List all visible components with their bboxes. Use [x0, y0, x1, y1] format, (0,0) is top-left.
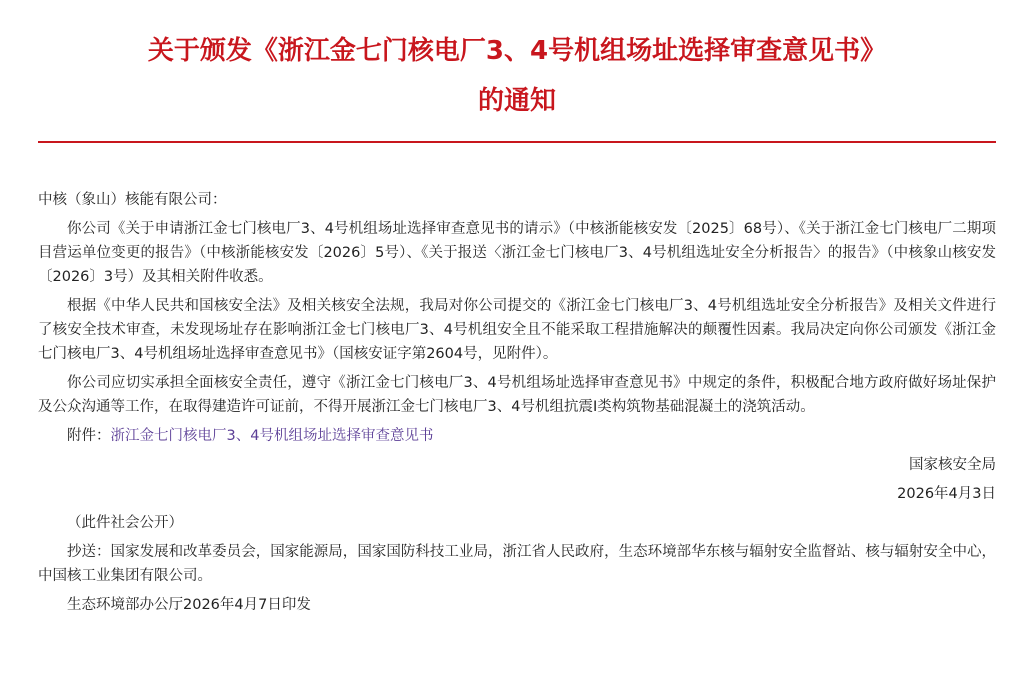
- signature-date: 2026年4月3日: [897, 486, 996, 502]
- recipient: 中核（象山）核能有限公司：: [38, 192, 227, 208]
- title-divider: [38, 141, 996, 143]
- paragraph-3: 你公司应切实承担全面核安全责任，遵守《浙江金七门核电厂3、4号机组场址选择审查意见书》中规定的条件，积极配合地方政府做好场址保护及公众沟通等工作，在取得建造许可证前，不得开展浙江金七门核电厂3、4号机组抗震I类构筑物基础混凝土的浇筑活动。: [38, 375, 996, 415]
- print-note: 生态环境部办公厅2026年4月7日印发: [67, 597, 311, 613]
- signature-org: 国家核安全局: [909, 457, 996, 473]
- attachment-link[interactable]: 浙江金七门核电厂3、4号机组场址选择审查意见书: [110, 428, 434, 444]
- attachment-line: [38, 424, 996, 448]
- cc-list: 抄送：国家发展和改革委员会，国家能源局，国家国防科技工业局，浙江省人民政府，生态环境部华东核与辐射安全监督站、核与辐射安全中心，中国核工业集团有限公司。: [38, 544, 996, 584]
- paragraph-1: 你公司《关于申请浙江金七门核电厂3、4号机组场址选择审查意见书的请示》（中核浙能核安发〔2025〕68号）、《关于浙江金七门核电厂二期项目营运单位变更的报告》（中核浙能核安发〔2026〕5号）、《关于报送〈浙江金七门核电厂3、4号机组选址安全分析报告〉的报告》（中核象山核安发〔2026〕3号）及其相关附件收悉。: [38, 221, 996, 285]
- attachment-label: 附件：: [67, 428, 111, 444]
- paragraph-2: 根据《中华人民共和国核安全法》及相关核安全法规，我局对你公司提交的《浙江金七门核电厂3、4号机组选址安全分析报告》及相关文件进行了核安全技术审查，未发现场址存在影响浙江金七门核电厂3、4号机组安全且不能采取工程措施解决的颠覆性因素。我局决定向你公司颁发《浙江金七门核电厂3、4号机组场址选择审查意见书》（国核安证字第2604号，见附件）。: [38, 298, 996, 362]
- public-note: （此件社会公开）: [67, 515, 183, 531]
- document-title-line-2: 的通知: [477, 86, 556, 116]
- document-title-line-1: 关于颁发《浙江金七门核电厂3、4号机组场址选择审查意见书》: [147, 36, 887, 66]
- document-body: [38, 188, 996, 622]
